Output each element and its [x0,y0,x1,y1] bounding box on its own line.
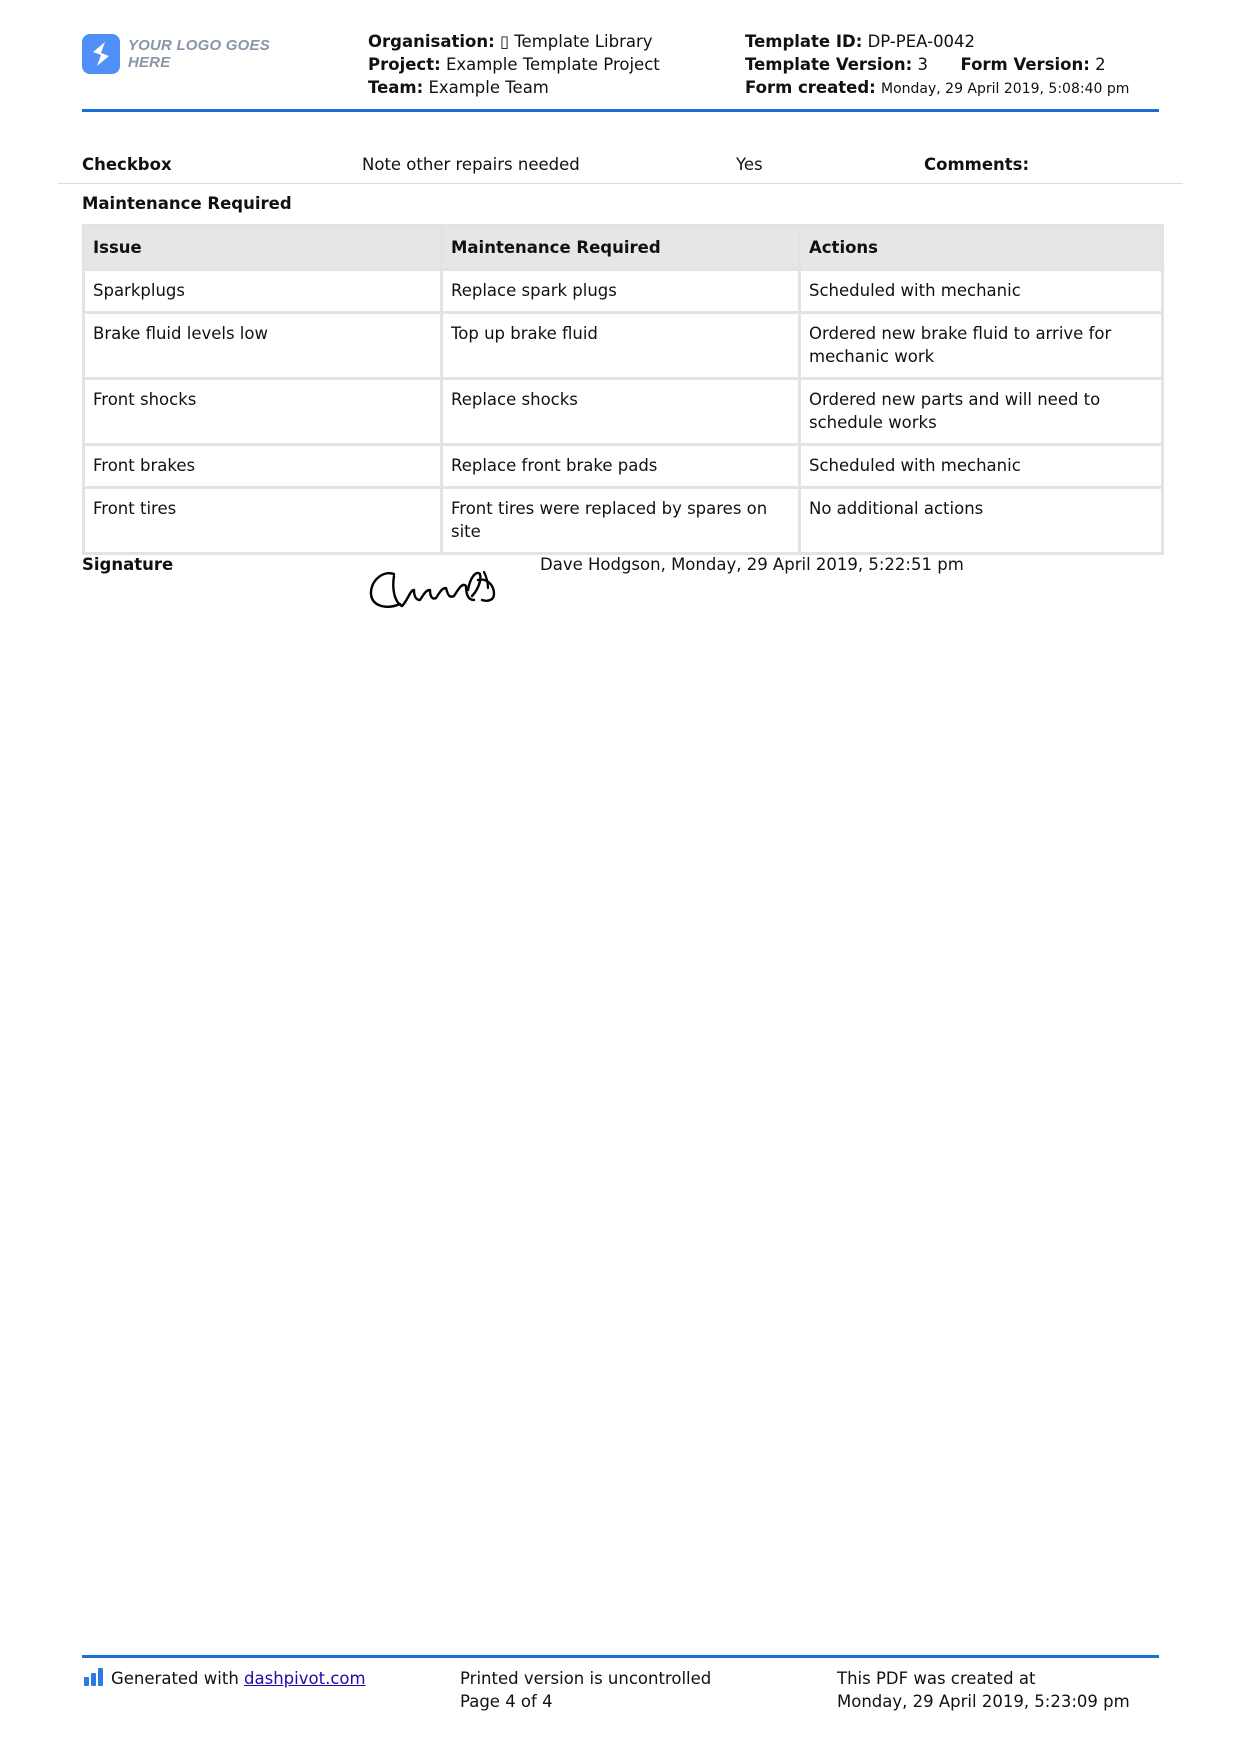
action-cell: Ordered new brake fluid to arrive for mechanic work [800,313,1163,379]
form-created-line [745,76,1129,101]
column-header-actions: Actions [800,226,1163,270]
footer-generated [84,1667,366,1690]
action-cell: No additional actions [800,488,1163,554]
template-version-label: Template Version: [745,55,913,74]
table-row [84,270,1163,313]
comments-label: Comments: [924,155,1030,174]
signature-details: Dave Hodgson, Monday, 29 April 2019, 5:22:51 pm [540,555,964,574]
generated-prefix: Generated with [111,1669,239,1688]
checkbox-answer: Yes [736,155,763,174]
page-number: Page 4 of 4 [460,1692,553,1711]
checkbox-question: Note other repairs needed [362,155,580,174]
uncontrolled-notice: Printed version is uncontrolled [460,1669,712,1688]
table-row [84,313,1163,379]
maintenance-cell: Replace spark plugs [442,270,800,313]
header-template-info [745,30,1129,101]
organisation-label: Organisation: [368,32,495,51]
section-title: Maintenance Required [82,194,292,213]
action-cell: Ordered new parts and will need to schedule works [800,379,1163,445]
issue-cell: Front shocks [84,379,442,445]
issue-cell: Front tires [84,488,442,554]
project-value: Example Template Project [445,55,660,74]
row-divider [58,183,1183,184]
footer-page-info [460,1667,711,1713]
pdf-created-date: Monday, 29 April 2019, 5:23:09 pm [837,1692,1130,1711]
organisation-line [368,30,660,53]
form-created-label: Form created: [745,78,876,97]
footer-created [837,1667,1130,1713]
form-version-value: 2 [1095,55,1106,74]
table-header-row [84,226,1163,270]
template-version-value: 3 [917,55,928,74]
template-id-value: DP-PEA-0042 [867,32,976,51]
logo [82,32,307,76]
column-header-maintenance: Maintenance Required [442,226,800,270]
footer-divider [82,1655,1159,1658]
issue-cell: Sparkplugs [84,270,442,313]
maintenance-cell: Top up brake fluid [442,313,800,379]
pdf-created-label: This PDF was created at [837,1669,1036,1688]
table-row [84,488,1163,554]
template-id-line [745,30,1129,53]
header-divider [82,109,1159,112]
table-row [84,379,1163,445]
dashpivot-link[interactable]: dashpivot.com [244,1669,366,1688]
action-cell: Scheduled with mechanic [800,445,1163,488]
header-project-info [368,30,660,99]
project-label: Project: [368,55,441,74]
team-line [368,76,660,99]
team-value: Example Team [428,78,549,97]
maintenance-cell: Replace shocks [442,379,800,445]
logo-text: YOUR LOGO GOES HERE [127,37,270,71]
team-label: Team: [368,78,424,97]
logo-mark-icon [82,34,120,74]
project-line [368,53,660,76]
signature-image [364,560,500,626]
issue-cell: Brake fluid levels low [84,313,442,379]
checkbox-label: Checkbox [82,155,172,174]
maintenance-table [82,224,1164,555]
maintenance-cell: Front tires were replaced by spares on site [442,488,800,554]
maintenance-cell: Replace front brake pads [442,445,800,488]
version-line [745,53,1129,76]
action-cell: Scheduled with mechanic [800,270,1163,313]
organisation-value: ▯ Template Library [499,32,653,51]
form-version-label: Form Version: [960,55,1090,74]
form-created-value: Monday, 29 April 2019, 5:08:40 pm [881,81,1130,97]
signature-label: Signature [82,555,174,574]
table-row [84,445,1163,488]
bar-chart-icon [84,1668,103,1686]
template-id-label: Template ID: [745,32,863,51]
column-header-issue: Issue [84,226,442,270]
issue-cell: Front brakes [84,445,442,488]
